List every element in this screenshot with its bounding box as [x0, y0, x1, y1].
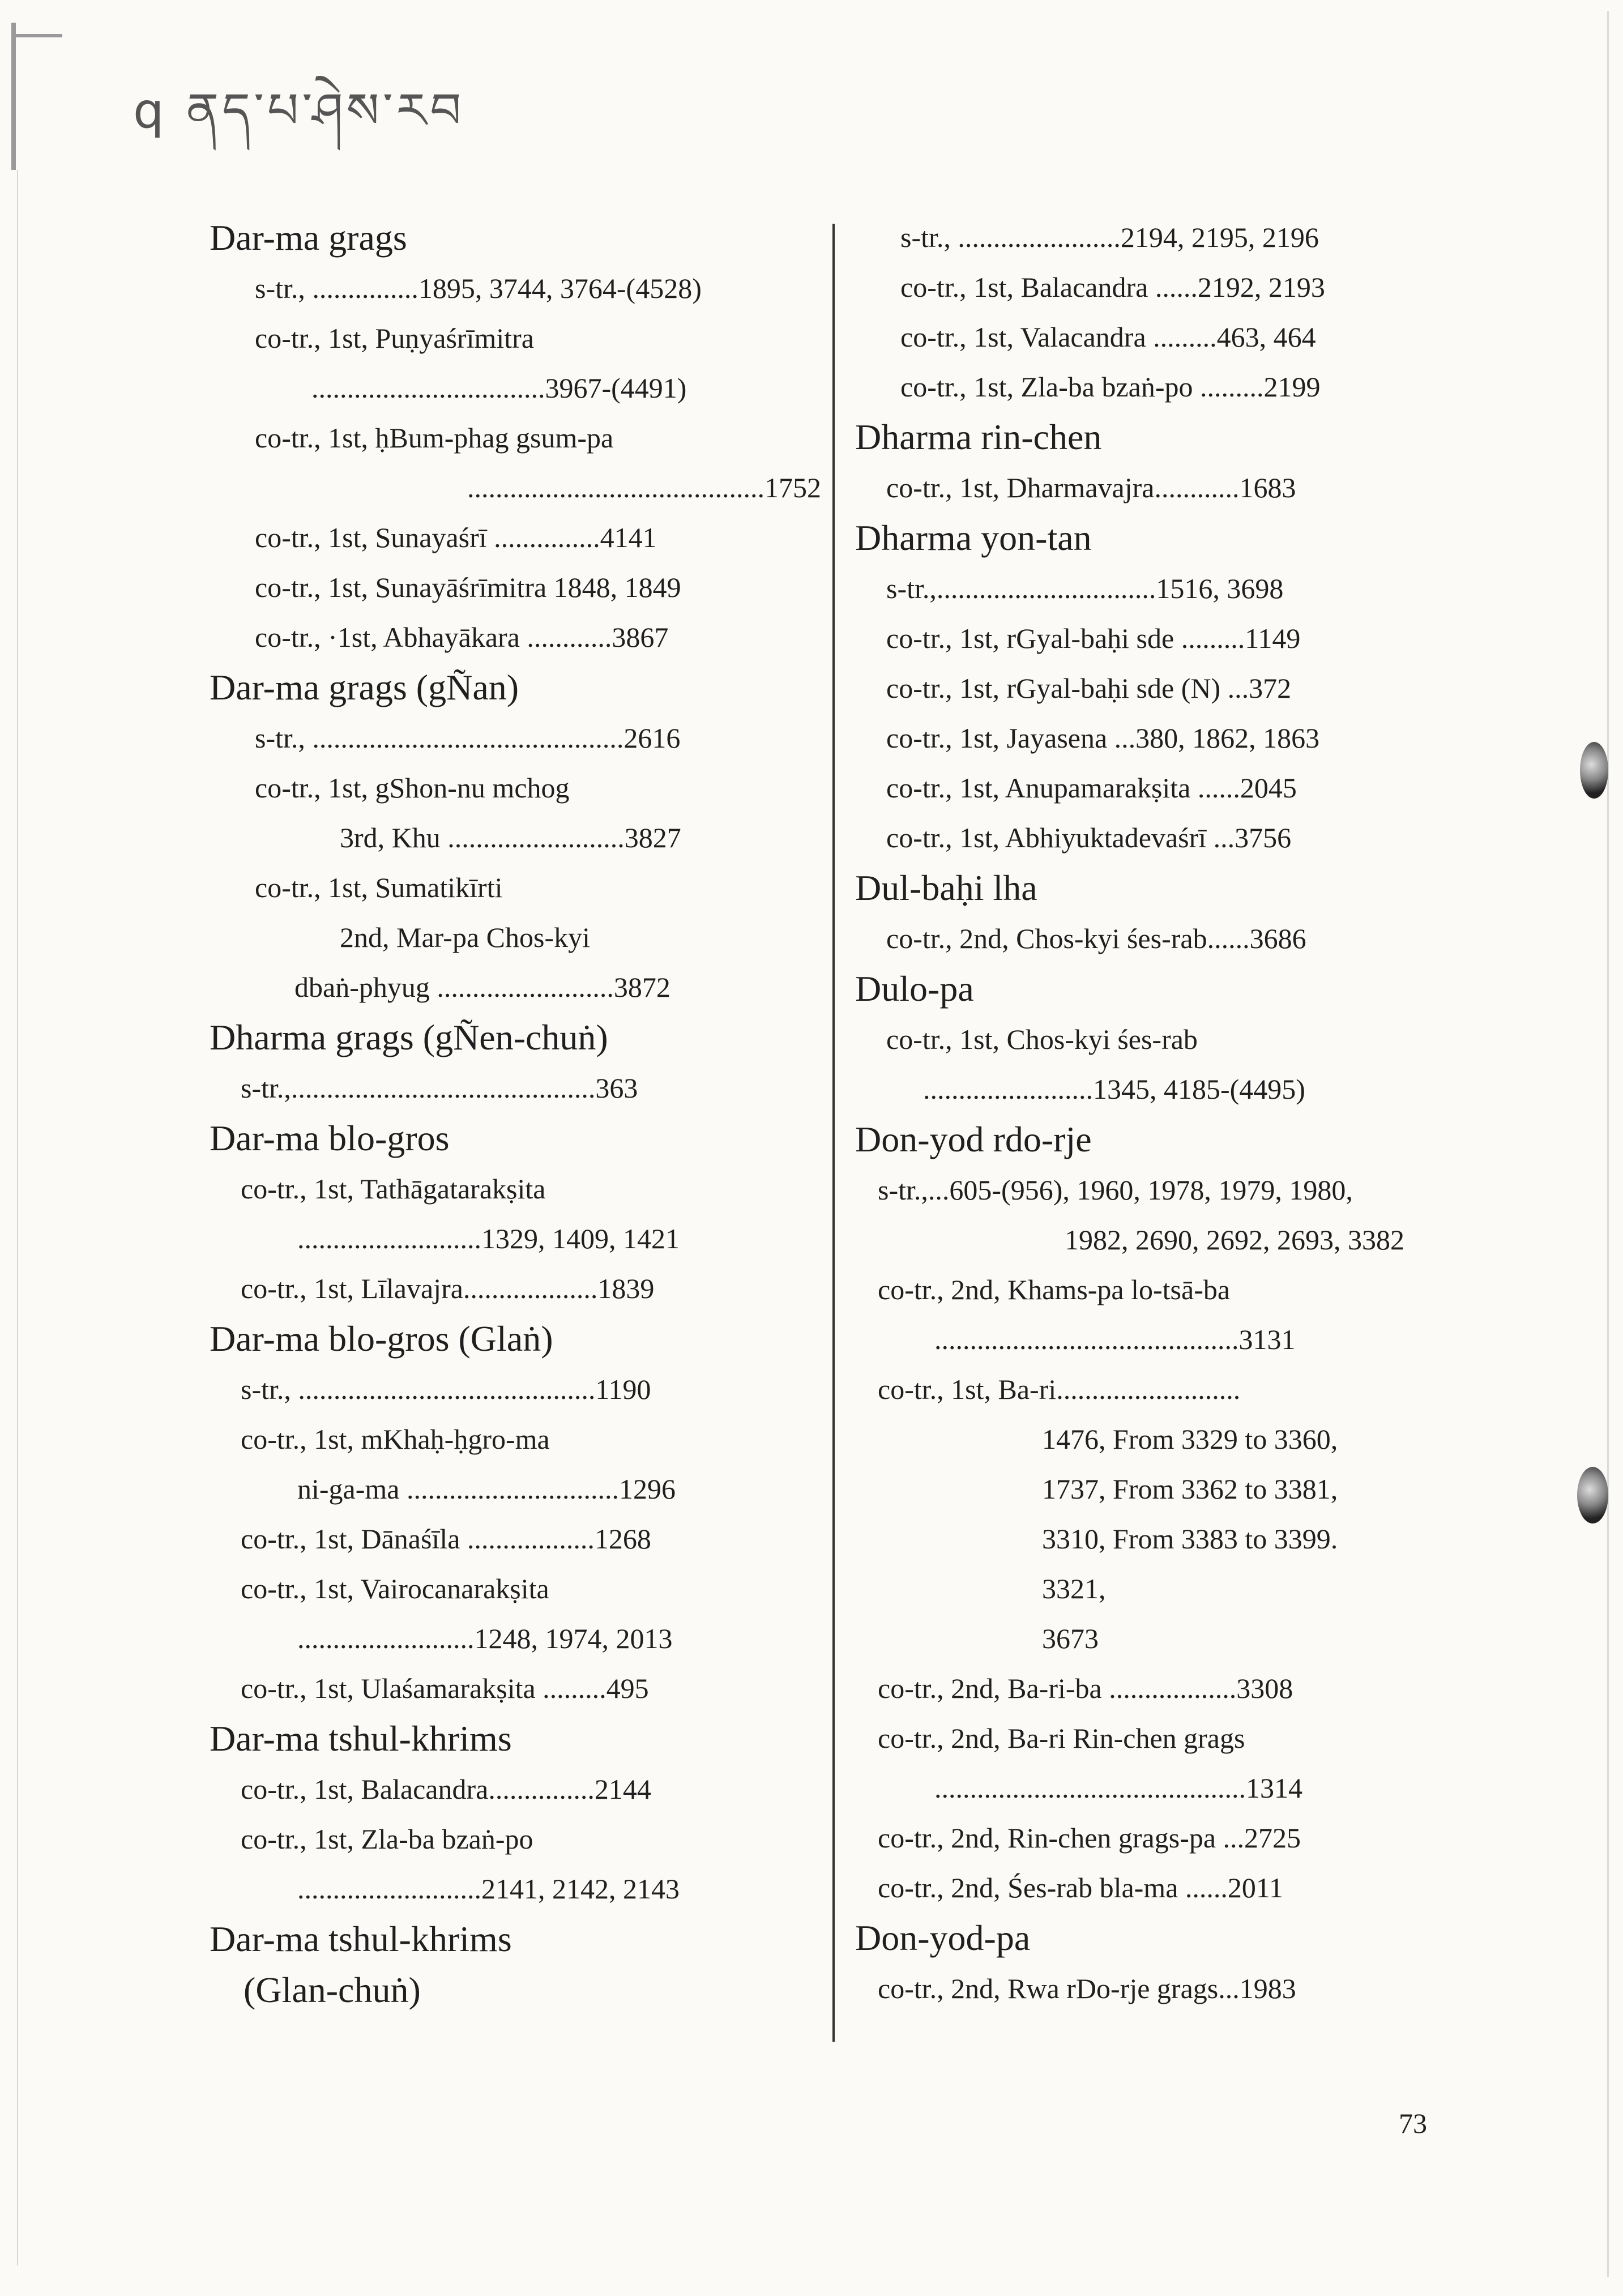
index-entry-line: co-tr., 1st, Valacandra .........463, 464: [900, 321, 1316, 353]
index-entry-line: 1476, From 3329 to 3360,: [1042, 1423, 1338, 1455]
index-entry-line: co-tr., 1st, Ulaśamarakṣita .........495: [241, 1672, 649, 1704]
index-heading: Dulo-pa: [855, 968, 974, 1009]
index-entry-line: .................................3967-(4491): [311, 372, 687, 404]
index-entry-line: 3321,: [1042, 1573, 1106, 1604]
index-entry-line: s-tr.,...605-(956), 1960, 1978, 1979, 1980,: [878, 1174, 1353, 1206]
index-entry-line: co-tr., 1st, rGyal-baḥi sde .........1149: [886, 622, 1301, 654]
index-entry-line: co-tr., 2nd, Chos-kyi śes-rab......3686: [886, 923, 1306, 954]
index-entry-line: co-tr., 1st, Ba-ri..........................: [878, 1373, 1241, 1405]
index-heading: Dar-ma blo-gros: [210, 1118, 450, 1158]
column-divider: [832, 224, 835, 2042]
index-heading: Dharma grags (gÑen-chuṅ): [210, 1017, 608, 1057]
scan-edge-mark: [11, 34, 62, 37]
index-entry-line: s-tr., .......................2194, 2195, 2196: [900, 221, 1319, 253]
index-heading: Dar-ma tshul-khrims: [210, 1718, 512, 1759]
handwritten-note: q ནད་པ་ཤེས་རབ: [133, 83, 465, 139]
scan-edge-line: [17, 170, 18, 2265]
scan-edge-mark: [11, 23, 16, 170]
index-heading: Dharma rin-chen: [855, 417, 1102, 457]
index-heading: Dul-baḥi lha: [855, 868, 1037, 908]
page-number: 73: [1399, 2107, 1427, 2139]
index-entry-line: co-tr., 1st, Jayasena ...380, 1862, 1863: [886, 722, 1320, 754]
index-entry-line: co-tr., 2nd, Ba-ri-ba ..................3308: [878, 1672, 1293, 1704]
index-entry-line: co-tr., 1st, Puṇyaśrīmitra: [255, 322, 534, 354]
index-entry-line: co-tr., 1st, Sunayāśrīmitra 1848, 1849: [255, 571, 681, 603]
index-entry-line: co-tr., 1st, Balacandra ......2192, 2193: [900, 271, 1325, 303]
index-entry-line: co-tr., 1st, Sumatikīrti: [255, 872, 503, 903]
index-entry-line: co-tr., 2nd, Khams-pa lo-tsā-ba: [878, 1274, 1231, 1305]
index-entry-line: co-tr., ·1st, Abhayākara ............3867: [255, 621, 669, 653]
index-heading: Dar-ma grags: [210, 217, 407, 258]
index-entry-line: ...........................................3131: [934, 1324, 1296, 1355]
index-entry-line: co-tr., 1st, gShon-nu mchog: [255, 772, 570, 804]
index-entry-line: co-tr., 1st, Sunayaśrī ...............4141: [255, 522, 657, 553]
scan-edge-line-right: [1607, 11, 1609, 2277]
index-entry-line: ni-ga-ma ..............................1296: [297, 1473, 676, 1505]
index-entry-line: co-tr., 1st, Zla-ba bzaṅ-po: [241, 1823, 533, 1855]
index-heading: Dar-ma tshul-khrims: [210, 1919, 512, 1959]
index-entry-line: ........................1345, 4185-(4495): [923, 1073, 1305, 1105]
index-entry-line: co-tr., 1st, Anupamarakṣita ......2045: [886, 772, 1297, 804]
index-heading: Don-yod-pa: [855, 1918, 1031, 1958]
index-entry-line: co-tr., 1st, mKhaḥ-ḥgro-ma: [241, 1423, 550, 1455]
index-entry-line: 3673: [1042, 1623, 1099, 1654]
binding-hole-blot: [1577, 1467, 1608, 1523]
index-entry-line: co-tr., 2nd, Rin-chen grags-pa ...2725: [878, 1822, 1301, 1854]
index-entry-line: s-tr.,...........................................363: [241, 1072, 638, 1104]
index-entry-line: s-tr., ..........................................1190: [241, 1373, 651, 1405]
index-entry-line: co-tr., 1st, Līlavajra...................1839: [241, 1273, 655, 1304]
index-entry-line: dbaṅ-phyug .........................3872: [294, 971, 670, 1003]
left-column: [210, 212, 821, 2016]
index-entry-line: s-tr., ............................................2616: [255, 722, 681, 754]
index-entry-line: ..........................2141, 2142, 2143: [297, 1873, 680, 1905]
index-entry-line: co-tr., 1st, ḥBum-phag gsum-pa: [255, 422, 614, 454]
index-entry-line: ..........................................1752: [467, 472, 821, 503]
index-entry-line: co-tr., 2nd, Śes-rab bla-ma ......2011: [878, 1872, 1284, 1904]
index-entry-line: 1737, From 3362 to 3381,: [1042, 1473, 1338, 1505]
index-entry-line: s-tr.,...............................1516, 3698: [886, 573, 1284, 604]
index-entry-line: co-tr., 1st, Dharmavajra............1683: [886, 472, 1296, 503]
index-entry-line: co-tr., 1st, Chos-kyi śes-rab: [886, 1023, 1198, 1055]
index-entry-line: co-tr., 1st, Balacandra...............2144: [241, 1773, 651, 1805]
index-heading: (Glan-chuṅ): [244, 1970, 421, 2010]
right-column: [855, 212, 1455, 2013]
index-entry-line: co-tr., 1st, Zla-ba bzaṅ-po .........2199: [900, 371, 1321, 403]
index-entry-line: co-tr., 1st, Vairocanarakṣita: [241, 1573, 549, 1604]
index-heading: Dar-ma blo-gros (Glaṅ): [210, 1318, 553, 1359]
index-entry-line: 1982, 2690, 2692, 2693, 3382: [1065, 1224, 1404, 1256]
index-entry-line: co-tr., 1st, Tathāgatarakṣita: [241, 1173, 546, 1205]
index-entry-line: .........................1248, 1974, 2013: [297, 1623, 673, 1654]
index-entry-line: co-tr., 2nd, Rwa rDo-rje grags...1983: [878, 1973, 1296, 2004]
index-heading: Don-yod rdo-rje: [855, 1119, 1092, 1159]
index-entry-line: co-tr., 1st, rGyal-baḥi sde (N) ...372: [886, 672, 1292, 704]
index-entry-line: 2nd, Mar-pa Chos-kyi: [340, 921, 590, 953]
index-heading: Dar-ma grags (gÑan): [210, 667, 519, 707]
index-entry-line: ............................................1314: [934, 1772, 1302, 1804]
index-entry-line: ..........................1329, 1409, 1421: [297, 1223, 680, 1254]
index-entry-line: co-tr., 1st, Dānaśīla ..................1268: [241, 1523, 651, 1555]
index-heading: Dharma yon-tan: [855, 518, 1092, 558]
index-entry-line: s-tr., ...............1895, 3744, 3764-(4528): [255, 272, 702, 304]
index-entry-line: 3310, From 3383 to 3399.: [1042, 1523, 1338, 1555]
index-entry-line: co-tr., 1st, Abhiyuktadevaśrī ...3756: [886, 822, 1292, 853]
binding-hole-blot: [1580, 742, 1608, 799]
index-entry-line: 3rd, Khu .........................3827: [340, 822, 681, 853]
index-entry-line: co-tr., 2nd, Ba-ri Rin-chen grags: [878, 1722, 1245, 1754]
